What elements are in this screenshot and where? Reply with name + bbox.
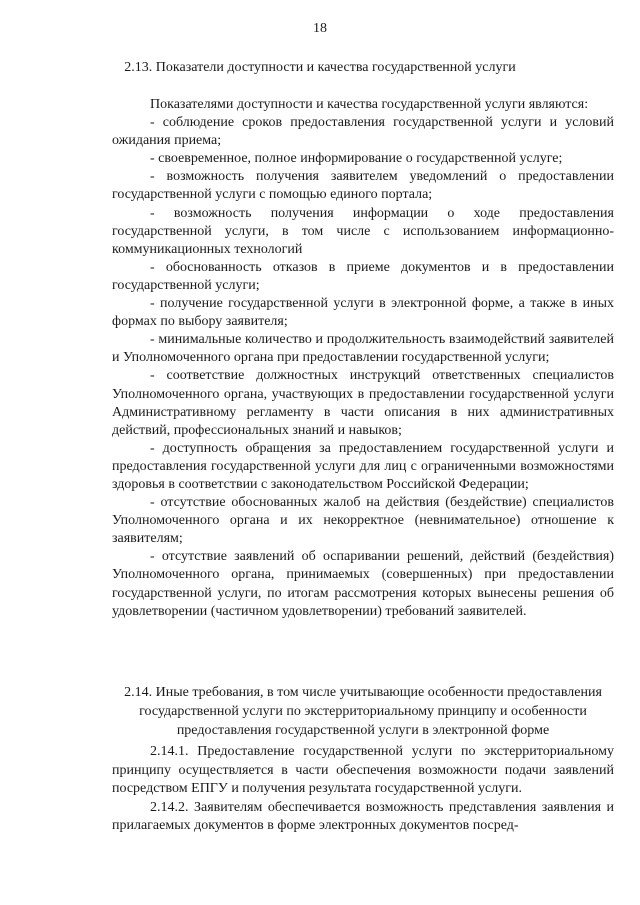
intro-paragraph: Показателями доступности и качества государственной услуги являются: xyxy=(150,97,589,112)
list-item: - соблюдение сроков предоставления государственной услуги и условий ожидания приема; xyxy=(112,115,614,149)
list-item: - отсутствие заявлений об оспаривании решений, действий (бездействия) Уполномоченного органа, принимаемых (совершенных) при предоставлении государственной услуги, по итогам рассмотрения которых вынесены решения об удовлетворении (частичном удовлетворении) требований заявителей. xyxy=(112,549,614,619)
list-item: - отсутствие обоснованных жалоб на действия (бездействие) специалистов Уполномоченного органа и их некорректное (невнимательное) отношение к заявителям; xyxy=(112,495,614,547)
paragraph-2-14-1: 2.14.1. Предоставление государственной услуги по экстерриториальному принципу осуществляется в части обеспечения возможности подачи заявлений посредством ЕПГУ и получения результата государственной услуги. xyxy=(112,744,614,797)
paragraph-2-14-2: 2.14.2. Заявителям обеспечивается возможность представления заявления и прилагаемых документов в форме электронных документов посред- xyxy=(112,799,614,834)
section-2-14-body xyxy=(112,743,614,836)
page-number: 18 xyxy=(313,21,327,36)
section-heading-2-14: 2.14. Иные требования, в том числе учитывающие особенности предоставления государственной услуги по экстерриториальному принципу и особенности предоставления государственной услуги в электронной форме xyxy=(124,685,602,738)
list-item: - доступность обращения за предоставлением государственной услуги и предоставления государственной услуги для лиц с ограниченными возможностями здоровья в соответствии с законодательством Российской Федерации; xyxy=(112,440,614,492)
list-item: - возможность получения информации о ходе предоставления государственной услуги, в том числе с использованием информационно-коммуникационных технологий xyxy=(112,205,614,257)
section-heading-2-13: 2.13. Показатели доступности и качества государственной услуги xyxy=(124,60,516,75)
list-item: - обоснованность отказов в приеме документов и в предоставлении государственной услуги; xyxy=(112,259,614,293)
list-item: - своевременное, полное информирование о государственной услуге; xyxy=(150,151,563,167)
list-item: - соответствие должностных инструкций ответственных специалистов Уполномоченного органа, участвующих в предоставлении государственной услуги Административному регламенту в части описания в них административных действий, профессиональных знаний и навыков; xyxy=(112,368,614,438)
list-item: - получение государственной услуги в электронной форме, а также в иных формах по выбору заявителя; xyxy=(112,296,614,330)
list-item: - возможность получения заявителем уведомлений о предоставлении государственной услуги с помощью единого портала; xyxy=(112,169,614,203)
list-item: - минимальные количество и продолжительность взаимодействий заявителей и Уполномоченного органа при предоставлении государственной услуги; xyxy=(112,332,614,366)
section-2-13-body xyxy=(112,96,614,621)
